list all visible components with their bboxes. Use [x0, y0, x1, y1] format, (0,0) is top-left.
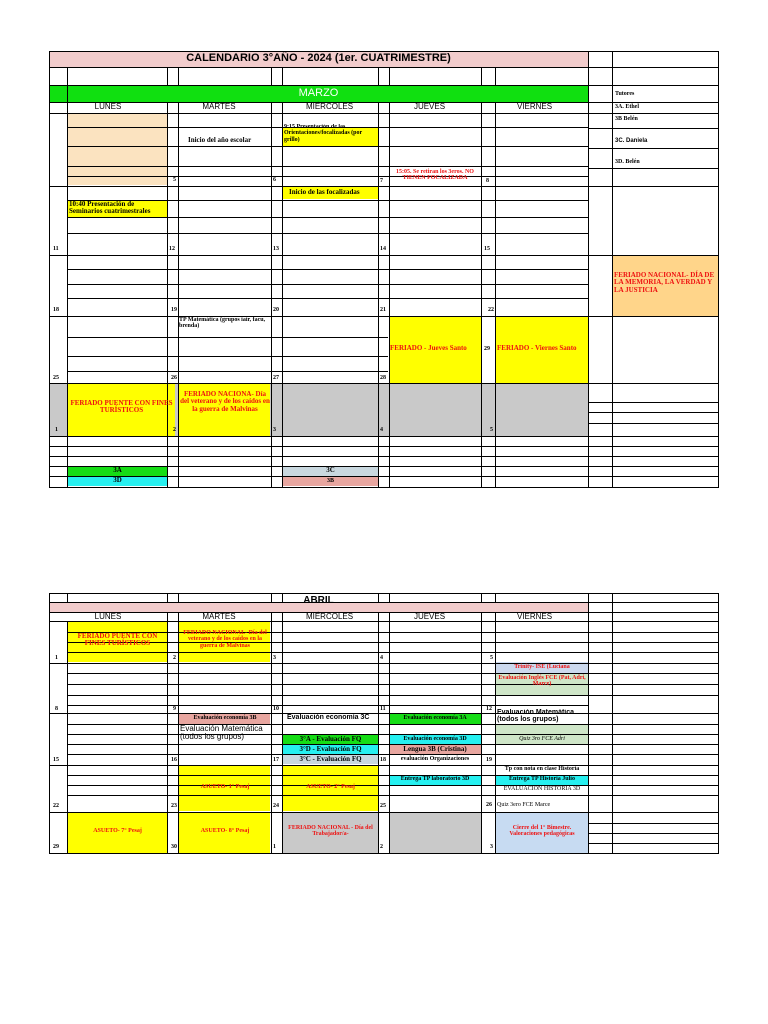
- day-number: 22: [488, 307, 494, 313]
- event-quiz-marce: Quiz 3ero FCE Marce: [497, 802, 551, 808]
- day-number: 26: [171, 375, 177, 381]
- day-number: 5: [173, 177, 176, 183]
- day-number: 2: [173, 427, 176, 433]
- day-number: 29: [484, 346, 490, 352]
- legend-3b: 3B: [326, 478, 334, 484]
- day-number: 23: [171, 803, 177, 809]
- tutor-3d: 3D. Belén: [615, 159, 640, 165]
- day-number: 21: [380, 307, 386, 313]
- event-lengua-3b: Lengua 3B (Cristina): [403, 745, 467, 753]
- event-ingles-fce: Evaluación Inglés FCE (Pat, Adri, Marce): [498, 675, 586, 688]
- day-number: 11: [53, 246, 59, 252]
- day-number: 27: [273, 375, 279, 381]
- day-number: 22: [53, 803, 59, 809]
- event-economia-3a: Evaluación economía 3A: [403, 715, 467, 721]
- event-asueto-8: ASUETO- 8° Pesaj: [200, 828, 250, 834]
- event-jueves-santo: FERIADO - Jueves Santo: [390, 344, 467, 352]
- event-feriado-malvinas: FERIADO NACIONA- Día del veterano y de los caídos en la guerra de Malvinas: [180, 390, 270, 413]
- event-trinity: Trinity- ISE (Luciana: [514, 664, 570, 670]
- day-number: 28: [380, 375, 386, 381]
- event-feriado-memoria: FERIADO NACIONAL- DÍA DE LA MEMORIA, LA VERDAD Y LA JUSTICIA: [614, 271, 715, 294]
- day-number: 30: [171, 844, 177, 850]
- event-fq-3a: 3°A - Evaluación FQ: [299, 735, 362, 743]
- event-tp-historia: Tp con nota en clase Historia: [504, 766, 580, 772]
- event-asueto-7: ASUETO- 7° Pesaj: [93, 828, 142, 834]
- day-number: 18: [53, 307, 59, 313]
- day-number: 3: [273, 655, 276, 661]
- day-number: 5: [490, 427, 493, 433]
- event-orientaciones: 9:15 Presentación de las Orientaciones/focalizadas (por grillo): [284, 124, 363, 143]
- event-organizaciones: evaluación Organizaciones: [400, 756, 470, 762]
- day-number: 5: [490, 655, 493, 661]
- day-number: 24: [273, 803, 279, 809]
- event-se-retiran: 15:05. Se retiran los 3eros. NO TIENEN FOCALIZADA: [396, 169, 474, 182]
- event-evaluacion-matematica: Evaluación Matemática (todos los grupos): [180, 724, 263, 742]
- day-header-lunes: LUNES: [94, 102, 122, 111]
- day-number: 26: [486, 802, 492, 808]
- tutor-3a: 3A. Ethel: [615, 104, 639, 110]
- event-asueto-2: ASUETO- 2° Pesaj: [306, 784, 355, 790]
- event-seminarios: 10:40 Presentación de Seminarios cuatrimestrales: [69, 200, 151, 216]
- day-number: 7: [380, 178, 383, 184]
- month-title-march: MARZO: [298, 87, 339, 99]
- day-number: 9: [173, 706, 176, 712]
- day-number: 15: [53, 757, 59, 763]
- event-fq-3d: 3°D - Evaluación FQ: [299, 745, 362, 753]
- event-feriado-puente: FERIADO PUENTE CON FINES TURÍSTICOS: [70, 399, 173, 415]
- day-number: 1: [55, 655, 58, 661]
- event-tp-laboratorio: Entrega TP laboratorio 3D: [400, 776, 470, 782]
- event-cierre-bimestre: Cierre del 1° Bimestre. Valoraciones pedagógicas: [509, 825, 575, 838]
- tutor-3b: 3B Belén: [615, 116, 638, 122]
- day-number: 12: [486, 706, 492, 712]
- day-number: 1: [273, 844, 276, 850]
- day-number: 16: [171, 757, 177, 763]
- event-feriado-puente: FERIADO PUENTE CON FINES TURÍSTICOS: [77, 632, 158, 648]
- legend-3c: 3C: [326, 466, 335, 474]
- day-number: 8: [486, 178, 489, 184]
- day-number: 25: [380, 803, 386, 809]
- day-number: 19: [486, 757, 492, 763]
- day-number: 18: [380, 757, 386, 763]
- day-number: 1: [55, 427, 58, 433]
- day-number: 2: [173, 655, 176, 661]
- event-viernes-santo: FERIADO - Viernes Santo: [497, 344, 577, 352]
- day-header-viernes: VIERNES: [516, 102, 553, 111]
- month-title-april: ABRIL: [303, 595, 334, 606]
- event-feriado-malvinas: FERIADO NACIONAL- Día del veterano y de los caídos en la guerra de Malvinas: [183, 630, 267, 649]
- day-number: 19: [171, 307, 177, 313]
- event-tp-historia-julio: Entrega TP Historia Julio: [509, 776, 575, 782]
- day-number: 15: [484, 246, 490, 252]
- day-number: 14: [380, 246, 386, 252]
- day-header-viernes: VIERNES: [516, 612, 553, 621]
- day-number: 4: [380, 427, 383, 433]
- day-header-jueves: JUEVES: [413, 102, 446, 111]
- event-quiz-adri: Quiz 3ro FCE Adri: [519, 736, 565, 742]
- event-fq-3c: 3°C - Evaluación FQ: [299, 755, 362, 763]
- day-header-lunes: LUNES: [94, 612, 122, 621]
- event-tp-matematica: TP Matemática (grupos iair, facu, brenda): [179, 317, 266, 330]
- event-dia-trabajador: FERIADO NACIONAL - Día del Trabajador/a-: [288, 825, 373, 838]
- event-focalizadas: Inicio de las focalizadas: [289, 188, 360, 196]
- event-economia-3d: Evaluación economía 3D: [403, 736, 467, 742]
- day-number: 4: [380, 655, 383, 661]
- day-number: 2: [380, 844, 383, 850]
- day-number: 3: [490, 844, 493, 850]
- tutor-3c: 3C. Daniela: [615, 138, 648, 144]
- day-header-martes: MARTES: [202, 612, 236, 621]
- day-header-jueves: JUEVES: [413, 612, 446, 621]
- day-number: 13: [273, 246, 279, 252]
- tutores-header: Tutores: [615, 91, 635, 97]
- day-number: 11: [380, 706, 386, 712]
- calendar-title: CALENDARIO 3°AÑO - 2024 (1er. CUATRIMESTRE): [186, 52, 451, 64]
- legend-3d: 3D: [113, 476, 122, 484]
- event-matematica-todos: Evaluación Matemática (todos los grupos): [497, 709, 575, 724]
- day-number: 29: [53, 844, 59, 850]
- day-header-martes: MARTES: [202, 102, 236, 111]
- day-number: 3: [273, 427, 276, 433]
- day-number: 20: [273, 307, 279, 313]
- event-economia-3c: Evaluación economía 3C: [287, 714, 370, 721]
- day-number: 6: [273, 177, 276, 183]
- day-number: 8: [55, 706, 58, 712]
- day-number: 10: [273, 706, 279, 712]
- event-evaluacion-historia: EVALUACION HISTORIA 3D: [503, 786, 581, 792]
- day-header-miercoles: MIÉRCOLES: [305, 612, 354, 621]
- legend-3a: 3A: [113, 466, 122, 474]
- day-number: 17: [273, 757, 279, 763]
- event-asueto-1: ASUETO- 1° Pesaj: [200, 784, 250, 790]
- event-inicio-escolar: Inicio del año escolar: [188, 136, 252, 144]
- day-header-miercoles: MIÉRCOLES: [305, 102, 354, 111]
- event-economia-3b: Evaluación economía 3B: [193, 715, 257, 721]
- day-number: 25: [53, 375, 59, 381]
- day-number: 12: [169, 246, 175, 252]
